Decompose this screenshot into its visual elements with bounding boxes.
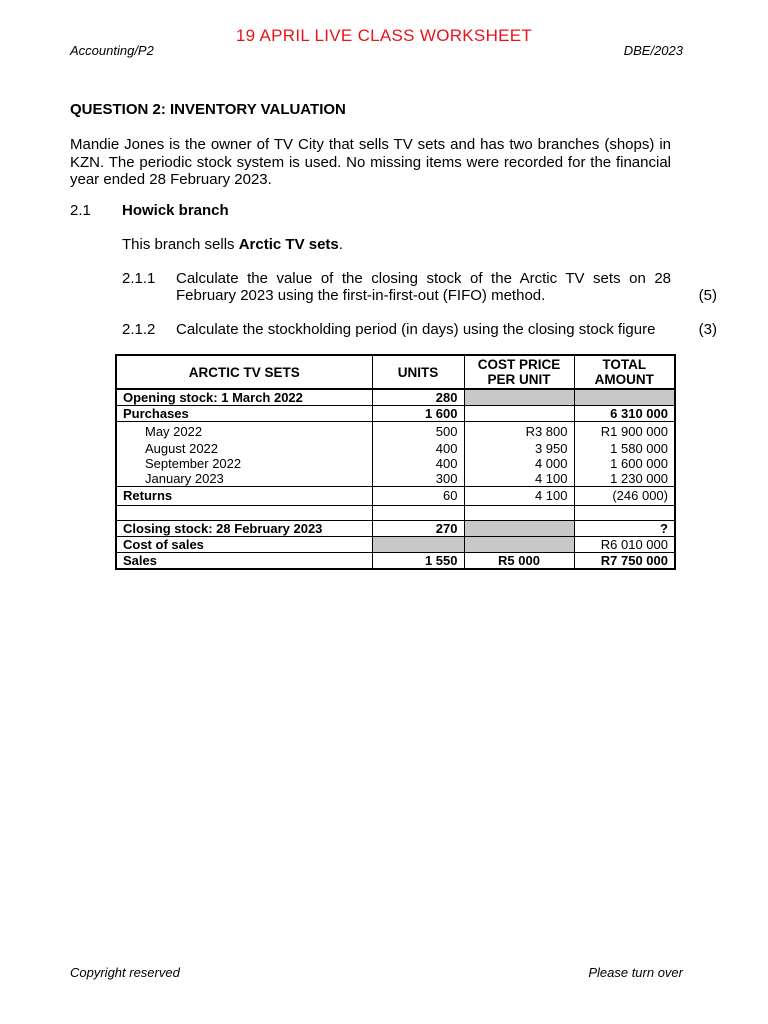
cell-total: 1 580 000 (574, 441, 675, 456)
inventory-table (115, 354, 676, 570)
cell-cost (464, 389, 574, 406)
cell-units: 280 (372, 389, 464, 406)
header-total: TOTAL AMOUNT (574, 355, 675, 389)
table-header-row (116, 355, 675, 389)
cell-units: 400 (372, 441, 464, 456)
cell-units: 400 (372, 456, 464, 471)
header-source: DBE/2023 (623, 43, 683, 58)
cell-label: Cost of sales (116, 536, 372, 552)
cell-total: R7 750 000 (574, 552, 675, 569)
table-row-may (116, 422, 675, 441)
item-number-1: 2.1.1 (122, 270, 156, 287)
cell-cost (464, 406, 574, 422)
question-intro: Mandie Jones is the owner of TV City that sells TV sets and has two branches (shops) in KZN. The periodic stock system is used. No missing items were recorded for the financial year ended 28 February 2023. (70, 136, 671, 188)
cell-cost: R3 800 (464, 422, 574, 441)
cell-label: September 2022 (116, 456, 372, 471)
cell-total: R6 010 000 (574, 536, 675, 552)
table-row-sales (116, 552, 675, 569)
header-item: ARCTIC TV SETS (116, 355, 372, 389)
cell-cost: 4 100 (464, 486, 574, 505)
cell-cost (464, 520, 574, 536)
cell-label: January 2023 (116, 471, 372, 487)
cell-cost: 3 950 (464, 441, 574, 456)
cell-total (574, 389, 675, 406)
section-title: Howick branch (122, 202, 229, 219)
table-row-closing (116, 520, 675, 536)
cell-units (372, 536, 464, 552)
cell-total: ? (574, 520, 675, 536)
cell-units: 1 600 (372, 406, 464, 422)
item-text-1: Calculate the value of the closing stock of the Arctic TV sets on 28 February 2023 using the first-in-first-out (FIFO) method. (176, 270, 671, 304)
question-title: QUESTION 2: INVENTORY VALUATION (70, 101, 346, 118)
cell-label: Sales (116, 552, 372, 569)
cell-cost: R5 000 (464, 552, 574, 569)
cell-label: Purchases (116, 406, 372, 422)
branch-product: Arctic TV sets (238, 236, 339, 253)
cell-cost: 4 000 (464, 456, 574, 471)
footer-turn-over: Please turn over (588, 965, 683, 980)
header-subject: Accounting/P2 (70, 43, 154, 58)
cell-total: 6 310 000 (574, 406, 675, 422)
table-row-opening (116, 389, 675, 406)
cell-units: 270 (372, 520, 464, 536)
branch-description-prefix: This branch sells (122, 236, 239, 253)
table-row-purchases (116, 406, 675, 422)
worksheet-banner: 19 APRIL LIVE CLASS WORKSHEET (235, 26, 533, 45)
cell-units: 300 (372, 471, 464, 487)
cell-label: Returns (116, 486, 372, 505)
cell-cost: 4 100 (464, 471, 574, 487)
cell-units: 500 (372, 422, 464, 441)
table-row-returns (116, 486, 675, 505)
header-units: UNITS (372, 355, 464, 389)
branch-description (122, 236, 343, 253)
branch-description-suffix: . (338, 236, 343, 253)
cell-total: 1 600 000 (574, 456, 675, 471)
item-number-2: 2.1.2 (122, 321, 156, 338)
item-marks-2: (3) (698, 321, 717, 338)
footer-copyright: Copyright reserved (70, 965, 180, 980)
cell-label: August 2022 (116, 441, 372, 456)
cell-total: (246 000) (574, 486, 675, 505)
table-row-august (116, 441, 675, 456)
cell-units: 1 550 (372, 552, 464, 569)
item-text-2: Calculate the stockholding period (in days) using the closing stock figure (176, 321, 656, 338)
cell-label: Closing stock: 28 February 2023 (116, 520, 372, 536)
table-row-cost-of-sales (116, 536, 675, 552)
cell-cost (464, 536, 574, 552)
table-row-spacer (116, 505, 675, 520)
cell-total: 1 230 000 (574, 471, 675, 487)
cell-units: 60 (372, 486, 464, 505)
table-row-january (116, 471, 675, 487)
cell-total: R1 900 000 (574, 422, 675, 441)
header-cost: COST PRICE PER UNIT (464, 355, 574, 389)
cell-label: Opening stock: 1 March 2022 (116, 389, 372, 406)
item-marks-1: (5) (698, 287, 717, 304)
cell-label: May 2022 (116, 422, 372, 441)
section-number: 2.1 (70, 202, 91, 219)
table-row-september (116, 456, 675, 471)
